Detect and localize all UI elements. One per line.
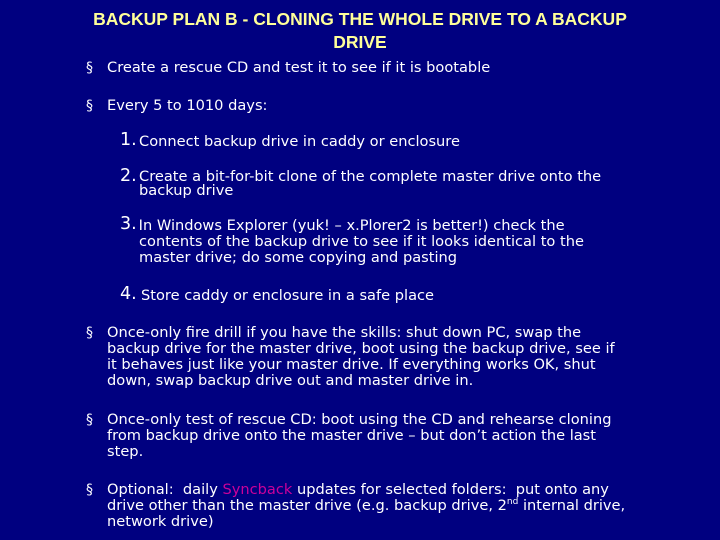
bullet-marker-icon: § <box>86 482 93 498</box>
bullet-line: network drive) <box>107 513 214 530</box>
bullet-rescue-cd <box>107 60 697 76</box>
bullet-line: step. <box>107 443 144 460</box>
title-line-1: BACKUP PLAN B - CLONING THE WHOLE DRIVE TO A BACKUP <box>93 9 627 29</box>
bullet-line: down, swap backup drive out and master drive in. <box>107 372 474 389</box>
bullet-line: from backup drive onto the master drive – but don’t action the last <box>107 427 597 444</box>
bullet-fire-drill <box>107 325 697 389</box>
step-text: Store caddy or enclosure in a safe place <box>141 287 435 304</box>
slide-title <box>40 8 680 54</box>
step-text: In Windows Explorer (yuk! – x.Plorer2 is better!) check the <box>134 217 565 234</box>
syncback-link[interactable]: Syncback <box>222 481 293 498</box>
bullet-marker-icon: § <box>86 60 93 76</box>
superscript-text: nd <box>506 497 519 508</box>
bullet-text: internal drive, <box>518 497 626 514</box>
bullet-marker-icon: § <box>86 412 93 428</box>
bullet-marker-icon: § <box>86 325 93 341</box>
bullet-text: updates for selected folders: put onto any <box>292 481 609 498</box>
bullet-line: it behaves just like your master drive. If everything works OK, shut <box>107 356 596 373</box>
step-number: 1. <box>120 130 137 150</box>
step-text-continuation: master drive; do some copying and pasting <box>139 249 458 266</box>
step-text: Create a bit-for-bit clone of the complete master drive onto the <box>139 168 602 185</box>
bullet-line: Create a rescue CD and test it to see if it is bootable <box>107 59 491 76</box>
step-text: Connect backup drive in caddy or enclosure <box>139 133 460 150</box>
step-number: 4. <box>120 284 137 304</box>
bullet-rescue-test <box>107 412 697 460</box>
bullet-line: Once-only test of rescue CD: boot using the CD and rehearse cloning <box>107 411 612 428</box>
bullet-line: Once-only fire drill if you have the skills: shut down PC, swap the <box>107 324 582 341</box>
title-line-2: DRIVE <box>333 32 387 52</box>
bullet-text: Optional: daily <box>107 481 223 498</box>
bullet-every-days <box>107 98 697 114</box>
step-text-continuation: backup drive <box>139 182 234 199</box>
bullet-optional-syncback <box>107 482 697 530</box>
step-number: 2. <box>120 166 137 186</box>
step-number: 3. <box>120 214 137 234</box>
bullet-marker-icon: § <box>86 98 93 114</box>
bullet-line <box>107 482 697 498</box>
bullet-text: drive other than the master drive (e.g. backup drive, 2 <box>107 497 507 514</box>
bullet-line <box>107 498 697 514</box>
bullet-line: Every 5 to 1010 days: <box>107 97 268 114</box>
bullet-line: backup drive for the master drive, boot using the backup drive, see if <box>107 340 615 357</box>
step-text-continuation: contents of the backup drive to see if it looks identical to the <box>139 233 584 250</box>
